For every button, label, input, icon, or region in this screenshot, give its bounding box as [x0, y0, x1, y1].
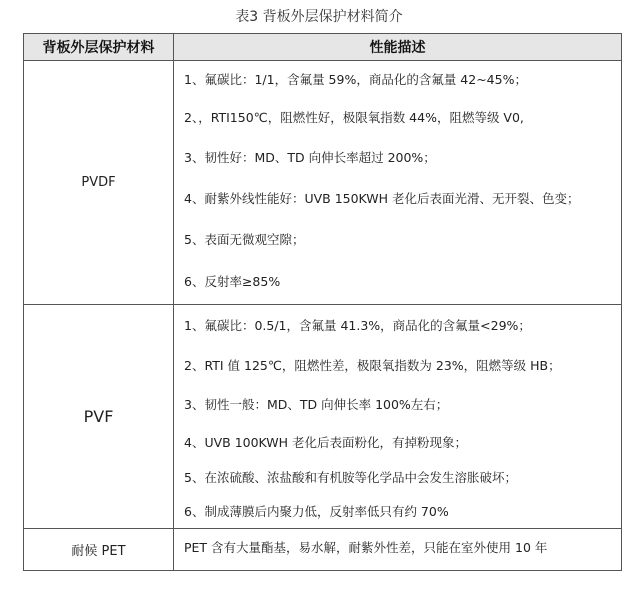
pvf-line-2: 2、RTI 值 125℃，阻燃性差，极限氧指数为 23%，阻燃等级 HB； [184, 358, 561, 373]
header-row [24, 34, 622, 61]
pvdf-line-1: 1、氟碳比：1/1，含氟量 59%，商品化的含氟量 42~45%； [184, 72, 527, 87]
backsheet-materials-table [23, 33, 622, 571]
description-cell-pvf [174, 305, 622, 529]
header-performance: 性能描述 [174, 34, 622, 61]
pvdf-line-5: 5、表面无微观空隙； [184, 232, 305, 247]
header-material: 背板外层保护材料 [24, 34, 174, 61]
table-row-pet [24, 529, 622, 571]
pvf-line-1: 1、氟碳比：0.5/1，含氟量 41.3%，商品化的含氟量<29%； [184, 318, 531, 333]
pvf-line-3: 3、韧性一般：MD、TD 向伸长率 100%左右； [184, 397, 449, 412]
pvdf-line-2: 2、，RTI150℃，阻燃性好，极限氧指数 44%，阻燃等级 V0, [184, 110, 524, 125]
material-cell-pvf: PVF [24, 305, 174, 529]
pvf-line-5: 5、在浓硫酸、浓盐酸和有机胺等化学品中会发生溶胀破坏； [184, 470, 517, 485]
table-caption: 表3 背板外层保护材料简介 [235, 9, 403, 25]
pvf-line-6: 6、制成薄膜后内聚力低，反射率低只有约 70% [184, 503, 449, 519]
description-cell-pet [174, 529, 622, 571]
pvdf-line-4: 4、耐紫外线性能好：UVB 150KWH 老化后表面光滑、无开裂、色变； [184, 191, 580, 206]
pet-line-1: PET 含有大量酯基，易水解，耐紫外性差，只能在室外使用 10 年 [184, 540, 548, 555]
pvf-line-4: 4、UVB 100KWH 老化后表面粉化，有掉粉现象； [184, 435, 468, 450]
table-row-pvf [24, 305, 622, 529]
table-row-pvdf [24, 61, 622, 305]
material-cell-pvdf: PVDF [24, 61, 174, 305]
material-cell-pet: 耐候 PET [24, 529, 174, 571]
pvdf-line-6: 6、反射率≥85% [184, 274, 281, 289]
pvdf-line-3: 3、韧性好：MD、TD 向伸长率超过 200%； [184, 150, 436, 165]
description-cell-pvdf [174, 61, 622, 305]
